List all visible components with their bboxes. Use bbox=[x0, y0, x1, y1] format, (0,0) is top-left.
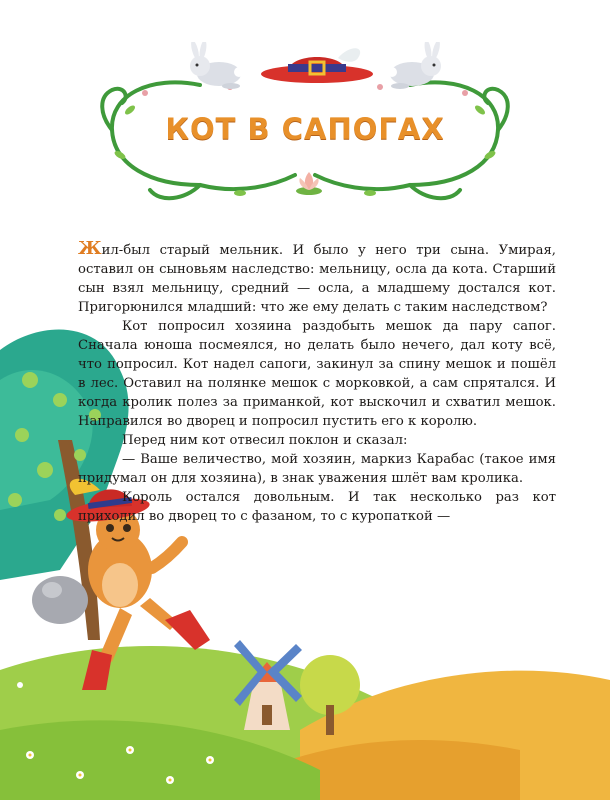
rabbit-right-icon bbox=[378, 42, 448, 94]
story-text bbox=[78, 239, 556, 526]
paragraph: Перед ним кот отвесил поклон и сказал: bbox=[122, 433, 408, 448]
paragraph: Король остался довольным. И так несколько раз кот приходил во дворец то с фазаном, то с куропаткой — bbox=[78, 490, 556, 524]
page-title: КОТ В САПОГАХ bbox=[165, 112, 445, 146]
hat-icon bbox=[258, 38, 376, 86]
paragraph: Жил-был старый мельник. И было у него три сына. Умирая, оставил он сыновьям наследство: мельницу, осла да кота. Старший сын взял мельницу, средний — осла, а младшему достался кот. Пригорюнился младший: что же ему делать с таким наследством? bbox=[78, 238, 556, 315]
rabbit-left-icon bbox=[183, 42, 253, 94]
drop-cap: Ж bbox=[78, 238, 102, 259]
paragraph: Кот попросил хозяина раздобыть мешок да пару сапог. Сначала юноша посмеялся, но делать было нечего, дал коту всё, что попросил. Кот надел сапоги, закинул за спину мешок и пошёл в лес. Оставил на полянке мешок с морковкой, а сам спрятался. И когда кролик полез за приманкой, кот выскочил и схватил мешок. Направился во дворец и попросил пустить его к королю. bbox=[78, 319, 556, 429]
lotus-icon bbox=[294, 170, 324, 196]
paragraph: — Ваше величество, мой хозяин, маркиз Карабас (такое имя придумал он для хозяина), в знак уважения шлёт вам кролика. bbox=[78, 452, 556, 486]
